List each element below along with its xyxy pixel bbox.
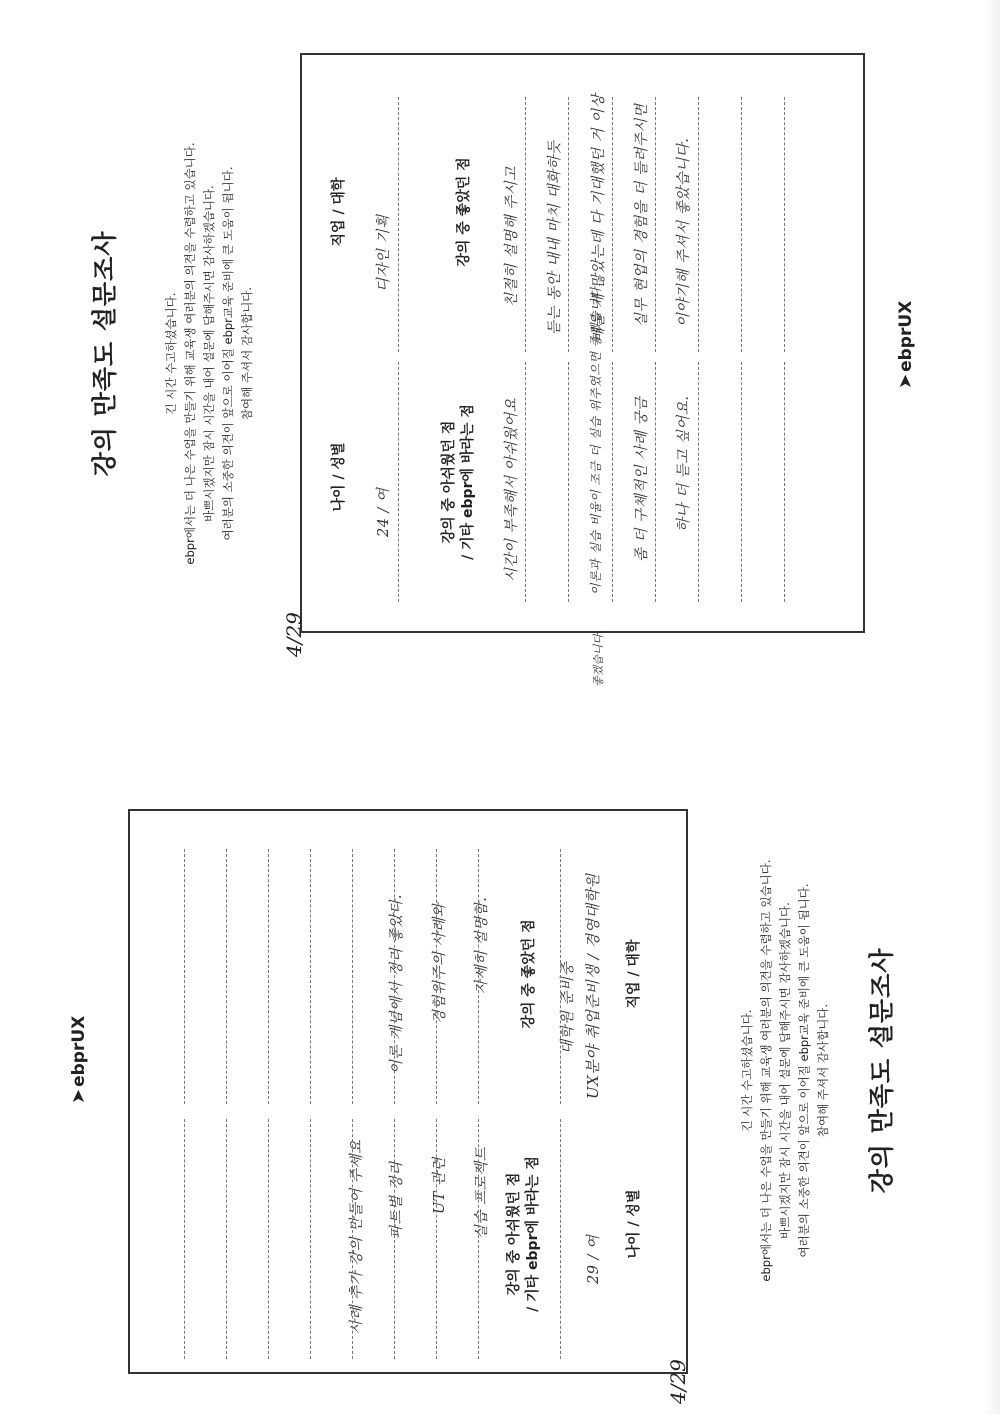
bird-logo-icon: ➤: [68, 1088, 89, 1104]
good-label: 강의 중 좋았던 점: [456, 157, 472, 267]
intro-line: 긴 시간 수고하셨습니다.: [164, 292, 178, 415]
bad-answer: 이론과 실습 비율이 조금 더 실습 위주였으면 좋겠습니다.: [589, 282, 603, 595]
bad-label: 강의 중 아쉬웠던 점 / 기타 ebpr에 바라는 점: [506, 1156, 541, 1312]
intro-line: 참여해 주셔서 감사합니다.: [816, 1003, 830, 1138]
survey-form-2: [0, 707, 1000, 1414]
job-answer: 디자인 기획: [376, 214, 392, 292]
answer-line: [352, 849, 353, 1104]
answer-line: [560, 849, 561, 1104]
bad-answer: 실습 프로젝트: [474, 1146, 490, 1239]
ebpr-logo: ➤ebprUX: [68, 1015, 89, 1104]
answer-line: [394, 849, 395, 1104]
answer-line: [268, 1119, 269, 1359]
age-gender-answer: 24 / 여: [376, 487, 392, 537]
answer-line: [612, 97, 613, 352]
overflow-note: 좋겠습니다.: [592, 630, 605, 687]
survey-intro: [162, 0, 257, 707]
scan-edge: [985, 707, 1000, 1414]
good-answer: 듣는 동안 내내 마치 대화하듯: [547, 140, 563, 335]
good-answer: 배울 게 많았는데 다 기대했던 거 이상: [591, 93, 607, 342]
intro-line: ebpr에서는 더 나은 수업을 만들기 위해 교육생 여러분의 의견을 수렴하고 있습니다.: [183, 142, 197, 565]
age-gender-label: 나이 / 성별: [626, 1189, 642, 1259]
answer-line: [268, 849, 269, 1104]
answer-line: [655, 362, 656, 602]
intro-line: 여러분의 소중한 의견이 앞으로 이어질 ebpr교육 준비에 큰 도움이 됩니다.: [797, 883, 811, 1258]
bad-answer: 좀 더 구체적인 사례 궁금: [634, 396, 650, 562]
answer-line: [478, 849, 479, 1104]
page-mark: 4/29: [282, 612, 306, 657]
good-answer: 이야기해 주셔서 좋았습니다.: [676, 137, 692, 327]
survey-frame: [128, 809, 688, 1374]
scan-edge: [985, 0, 1000, 707]
survey-intro: [738, 717, 833, 1424]
intro-line: 바쁘시겠지만 잠시 시간을 내어 설문에 답해주시면 감사하겠습니다.: [202, 185, 216, 522]
survey-form-1: [0, 0, 1000, 707]
answer-line: [226, 1119, 227, 1359]
answer-line: [184, 849, 185, 1104]
answer-line: [741, 97, 742, 352]
age-gender-label: 나이 / 성별: [331, 442, 347, 512]
answer-line: [741, 362, 742, 602]
answer-line: [436, 849, 437, 1104]
answer-line: [698, 362, 699, 602]
intro-line: 긴 시간 수고하셨습니다.: [740, 1009, 754, 1132]
bad-answer: 파트별 정리: [389, 1161, 405, 1239]
job-label: 직업 / 대학: [331, 177, 347, 247]
bad-answer: 시간이 부족해서 아쉬웠어요: [504, 397, 520, 582]
answer-line: [436, 1119, 437, 1359]
answer-line: [655, 97, 656, 352]
age-gender-answer: 29 / 여: [586, 1234, 602, 1284]
answer-line: [398, 362, 399, 602]
answer-line: [525, 97, 526, 352]
answer-line: [398, 97, 399, 352]
good-answer: 자세히 설명함.: [474, 896, 490, 994]
survey-title: 강의 만족도 설문조사: [90, 230, 119, 477]
bad-answer: 하나 더 듣고 싶어요.: [676, 395, 692, 532]
survey-sheet-2: [0, 707, 1000, 1414]
answer-line: [310, 849, 311, 1104]
answer-line: [394, 1119, 395, 1359]
intro-line: 바쁘시겠지만 잠시 시간을 내어 설문에 답해주시면 감사하겠습니다.: [778, 902, 792, 1239]
intro-line: 참여해 주셔서 감사합니다.: [240, 286, 254, 421]
job-answer: UX분야 취업준비생 / 경영대학원: [584, 873, 602, 1099]
answer-line: [226, 849, 227, 1104]
answer-line: [310, 1119, 311, 1359]
answer-line: [568, 97, 569, 352]
job-answer-line2: 대학원 준비중: [560, 961, 576, 1054]
survey-title: 강의 만족도 설문조사: [867, 947, 896, 1194]
answer-line: [612, 362, 613, 602]
good-answer: 경험위주의 사례와: [432, 902, 448, 1024]
intro-line: ebpr에서는 더 나은 수업을 만들기 위해 교육생 여러분의 의견을 수렴하고 있습니다.: [759, 859, 773, 1282]
answer-line: [352, 1119, 353, 1359]
bird-logo-icon: ➤: [895, 373, 916, 389]
page-mark: 4/29: [666, 1359, 690, 1404]
ebpr-logo: ➤ebprUX: [895, 300, 916, 389]
answer-line: [184, 1119, 185, 1359]
bad-label: 강의 중 아쉬웠던 점 / 기타 ebpr에 바라는 점: [441, 404, 476, 560]
answer-line: [568, 362, 569, 602]
answer-line: [698, 97, 699, 352]
good-label: 강의 중 좋았던 점: [521, 919, 537, 1029]
good-answer: 친절히 설명해 주시고: [504, 166, 520, 307]
bad-answer: UT 관련: [432, 1156, 448, 1214]
answer-line: [560, 1119, 561, 1359]
intro-line: 여러분의 소중한 의견이 앞으로 이어질 ebpr교육 준비에 큰 도움이 됩니다.: [221, 166, 235, 541]
answer-line: [784, 362, 785, 602]
survey-frame: [300, 53, 865, 633]
answer-line: [478, 1119, 479, 1359]
answer-line: [784, 97, 785, 352]
bad-answer: 사례 추가 강의 만들어 주세요: [349, 1139, 365, 1334]
answer-line: [525, 362, 526, 602]
good-answer: 실무 현업의 경험을 더 들려주시면: [634, 103, 650, 327]
job-label: 직업 / 대학: [626, 939, 642, 1009]
survey-sheet-1: [0, 0, 1000, 707]
good-answer: 이론 개념에서 정리 좋았다.: [389, 893, 405, 1074]
